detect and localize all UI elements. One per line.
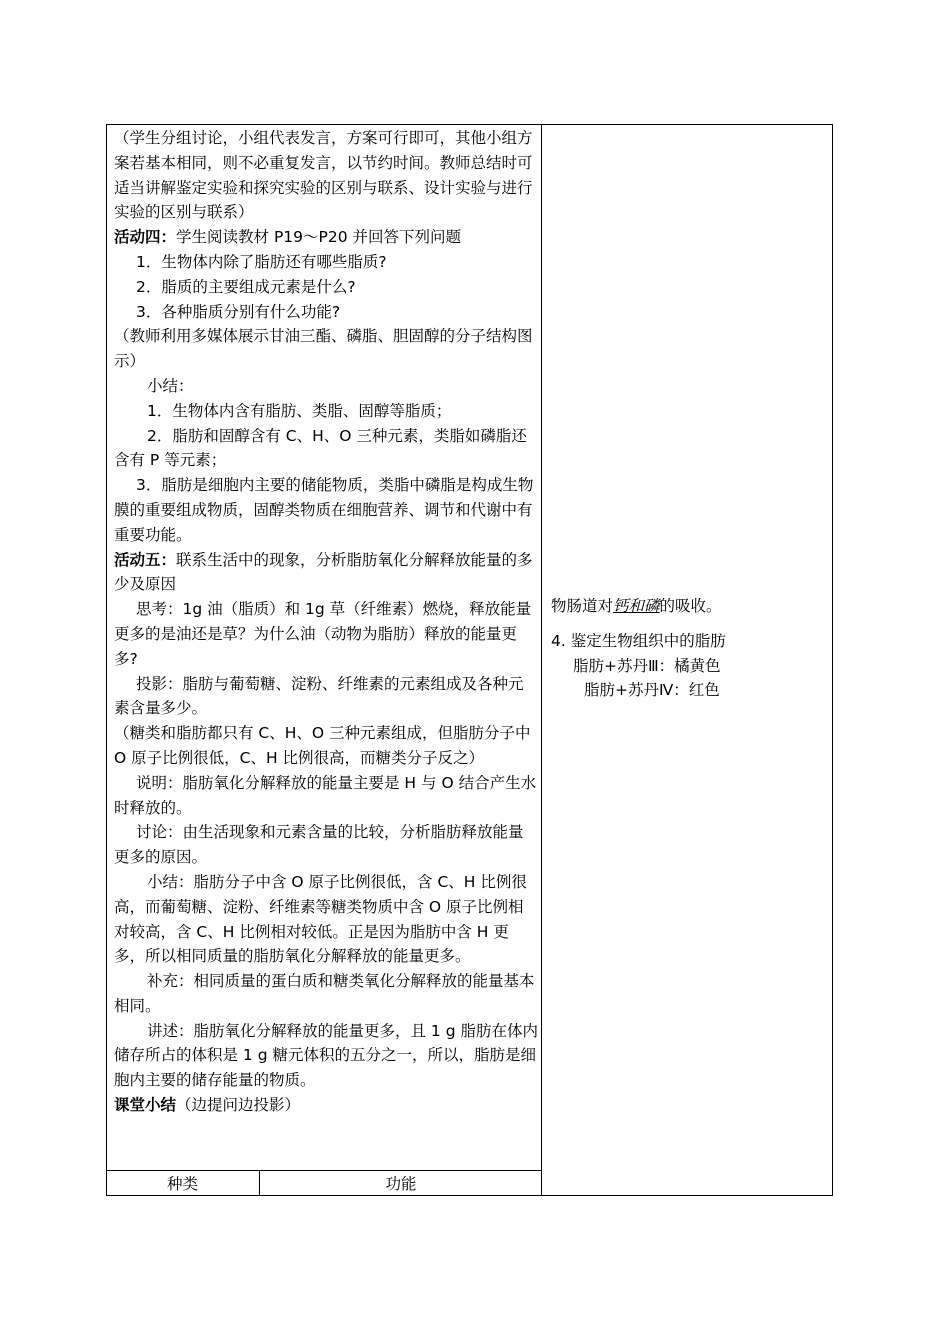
projection: 投影：脂肪与葡萄糖、淀粉、纤维素的元素组成及各种元素含量多少。 [114, 674, 524, 718]
activity-5-label: 活动五： [114, 550, 177, 569]
activity-4: 活动四：学生阅读教材 P19～P20 并回答下列问题 [114, 228, 462, 247]
media-note: （教师利用多媒体展示甘油三酯、磷脂、胆固醇的分子结构图示） [114, 327, 533, 371]
summary-1: 1．生物体内含有脂肪、类脂、固醇等脂质； [147, 401, 452, 420]
summary-energy: 小结：脂肪分子中含 O 原子比例很低，含 C、H 比例很高，而葡萄糖、淀粉、纤维素等糖类物质中含 O 原子比例相对较高，含 C、H 比例相对较低。正是因为脂肪中含 H 更多，所以相同质量的脂肪氧化分解释放的能量更多。 [114, 872, 527, 966]
header-function: 功能 [385, 1175, 417, 1193]
header-category: 种类 [106, 1171, 260, 1196]
think: 思考：1g 油（脂质）和 1g 草（纤维素）燃烧，释放能量更多的是油还是草？为什么油（动物为脂肪）释放的能量更多? [114, 600, 532, 668]
item-4: 4. 鉴定生物组织中的脂肪 [551, 631, 726, 650]
sudan-4: 脂肪+苏丹Ⅳ：红色 [584, 681, 720, 700]
explanation: 说明：脂肪氧化分解释放的能量主要是 H 与 O 结合产生水时释放的。 [114, 773, 537, 817]
absorption-line: 物肠道对钙和磷的吸收。 [551, 597, 722, 615]
class-summary: 课堂小结（边提问边投影） [114, 1096, 301, 1115]
question-1: 1．生物体内除了脂肪还有哪些脂质? [136, 252, 387, 271]
class-summary-label: 课堂小结 [114, 1096, 177, 1115]
activity-5: 活动五：联系生活中的现象，分析脂肪氧化分解释放能量的多少及原因 [114, 550, 533, 594]
discussion: 讨论：由生活现象和元素含量的比较，分析脂肪释放能量更多的原因。 [114, 823, 524, 867]
left-column [114, 126, 538, 1118]
calcium-phosphorus: 钙和磷 [613, 597, 660, 615]
summary-3: 3．脂肪是细胞内主要的储能物质，类脂中磷脂是构成生物膜的重要组成物质，固醇类物质在细胞营养、调节和代谢中有重要功能。 [114, 476, 534, 544]
summary-table-header [106, 1170, 542, 1196]
question-2: 2．脂质的主要组成元素是什么? [136, 277, 356, 296]
summary-label: 小结： [147, 376, 194, 395]
question-3: 3．各种脂质分别有什么功能? [136, 302, 341, 321]
summary-2: 2．脂肪和固醇含有 C、H、O 三种元素，类脂如磷脂还含有 P 等元素； [114, 426, 527, 470]
sudan-3: 脂肪+苏丹Ⅲ：橘黄色 [573, 656, 721, 675]
column-divider [541, 124, 542, 1196]
narration: 讲述：脂肪氧化分解释放的能量更多，且 1 g 脂肪在体内储存所占的体积是 1 g 糖元体积的五分之一，所以，脂肪是细胞内主要的储存能量的物质。 [114, 1021, 538, 1090]
discussion-note: （学生分组讨论，小组代表发言，方案可行即可，其他小组方案若基本相同，则不必重复发言，以节约时间。教师总结时可适当讲解鉴定实验和探究实验的区别与联系、设计实验与进行实验的区别与联系） [114, 129, 533, 222]
right-column [551, 594, 827, 703]
activity-4-label: 活动四： [114, 228, 177, 247]
supplement: 补充：相同质量的蛋白质和糖类氧化分解释放的能量基本相同。 [114, 972, 535, 1015]
element-note: （糖类和脂肪都只有 C、H、O 三种元素组成，但脂肪分子中 O 原子比例很低，C、H 比例很高，而糖类分子反之） [114, 724, 531, 767]
